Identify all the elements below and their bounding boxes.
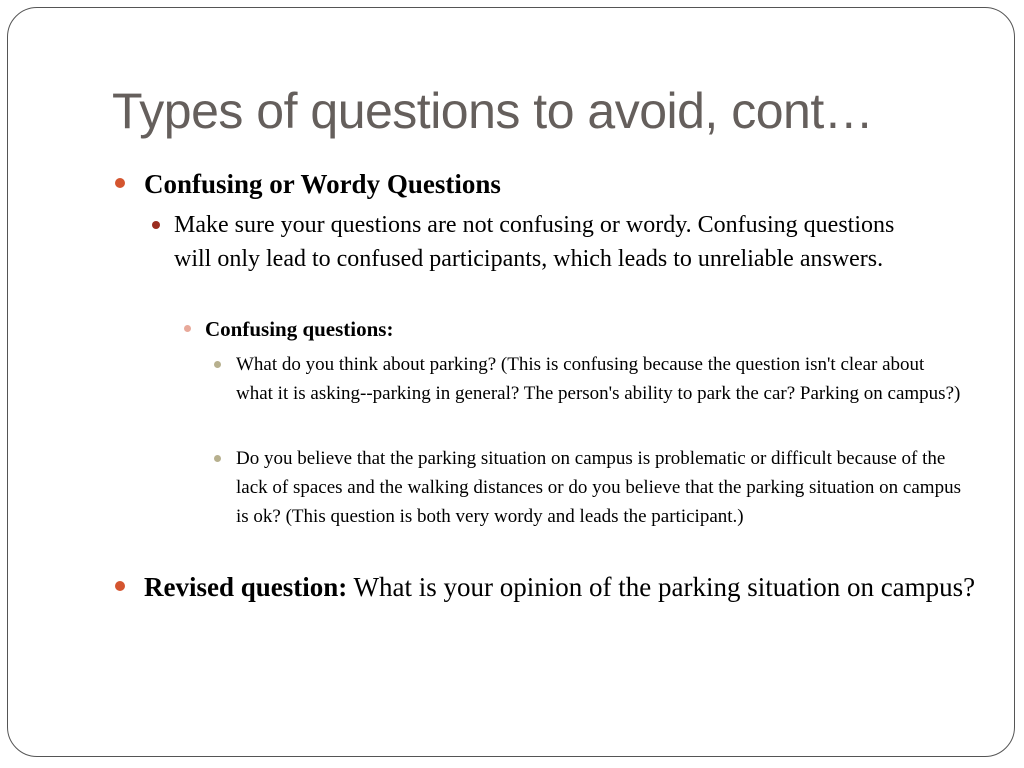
bullet-explanation: Make sure your questions are not confusing or wordy. Confusing questions will only lead to confused participants, which leads to unreliable answers.	[174, 212, 895, 272]
bullet-heading: Confusing or Wordy Questions	[144, 169, 501, 199]
slide-title: Types of questions to avoid, cont…	[112, 83, 874, 139]
revised-label: Revised question:	[144, 572, 348, 602]
bullet-dot-icon	[115, 178, 125, 188]
bullet-revised-question	[144, 568, 984, 606]
bullet-dot-icon	[214, 361, 221, 368]
bullet-example-2: Do you believe that the parking situation on campus is problematic or difficult because of the lack of spaces and the walking distances or do you believe that the parking situation on campus is ok? (This question is both very wordy and leads the participant.)	[236, 448, 961, 527]
bullet-dot-icon	[184, 325, 191, 332]
bullet-sub-heading: Confusing questions:	[205, 317, 394, 341]
bullet-example-1: What do you think about parking? (This is confusing because the question isn't clear about what it is asking--parking in general? The person's ability to park the car? Parking on campus?)	[236, 354, 961, 404]
bullet-dot-icon	[115, 581, 125, 591]
bullet-dot-icon	[152, 221, 160, 229]
bullet-dot-icon	[214, 455, 221, 462]
revised-text: What is your opinion of the parking situation on campus?	[347, 572, 976, 602]
